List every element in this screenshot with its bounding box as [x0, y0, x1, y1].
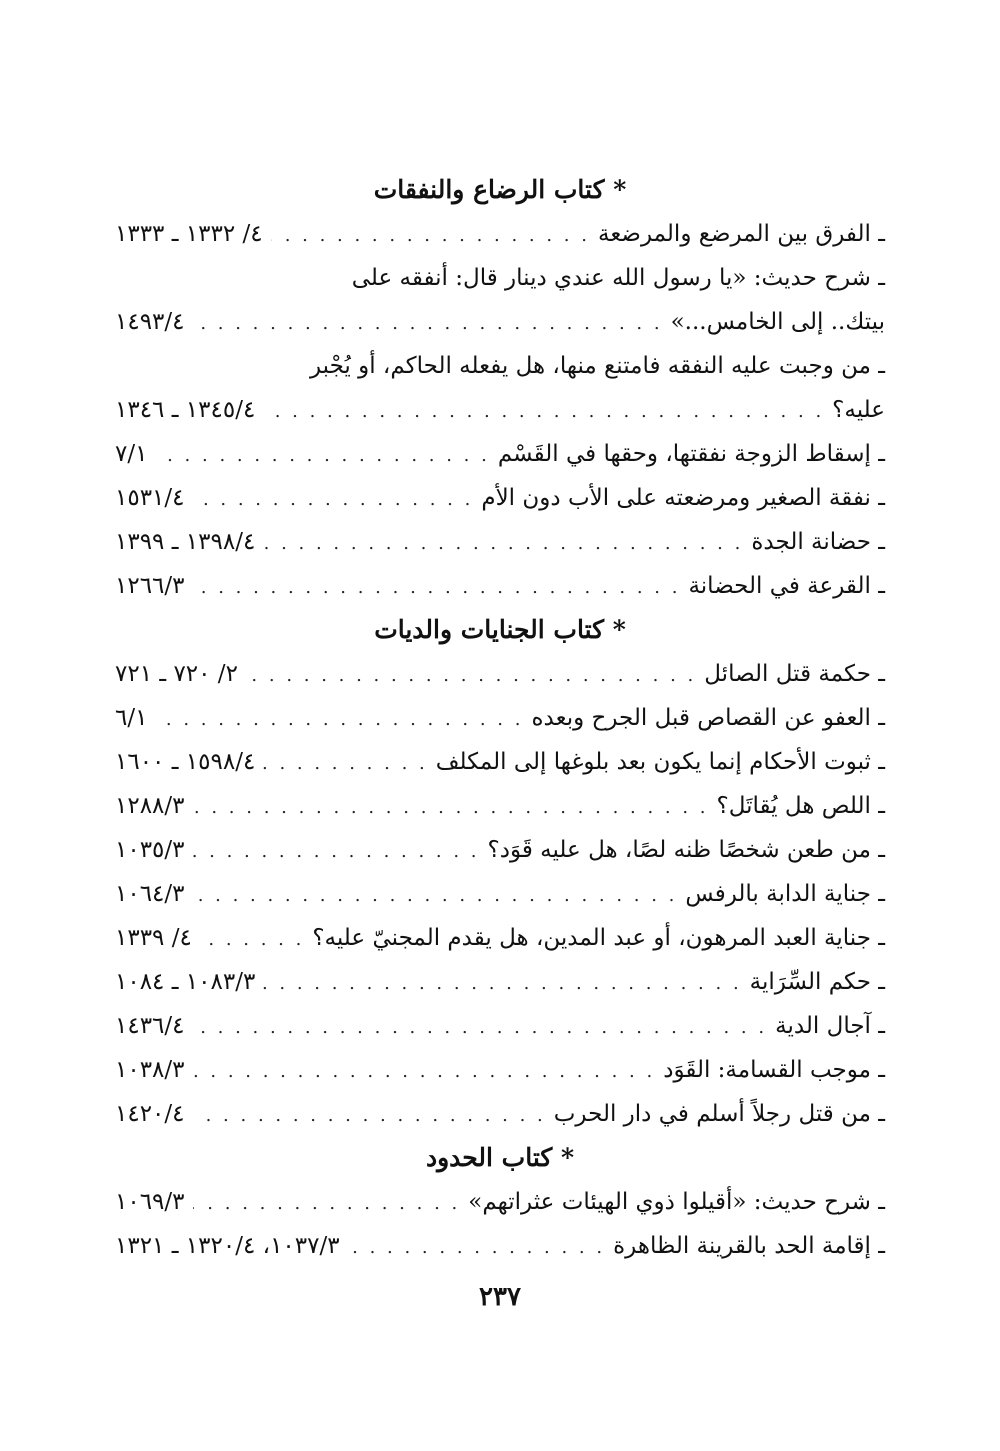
dot-leader: [271, 214, 590, 258]
dot-leader: [193, 786, 709, 830]
entry-reference: ١٠٦٩/٣: [115, 1189, 185, 1215]
entry-reference: ٤/ ١٣٣٢ ـ ١٣٣٣: [115, 221, 263, 247]
entry-title: ـ من طعن شخصًا ظنه لصًا، هل عليه قَوَد؟: [487, 837, 885, 863]
entry-first-line: ـ من وجبت عليه النفقه فامتنع منها، هل يفعله الحاكم، أو يُجْبر: [309, 353, 885, 379]
entry-first-line: ـ شرح حديث: «يا رسول الله عندي دينار قال: أنفقه على: [351, 265, 885, 291]
section-heading: * كتاب الحدود: [425, 1143, 575, 1172]
entry-title: ـ حكمة قتل الصائل: [704, 661, 885, 687]
entry-reference: ١٢٦٦/٣: [115, 573, 185, 599]
dot-leader: [246, 654, 696, 698]
entry-title: ـ إسقاط الزوجة نفقتها، وحقها في القَسْم: [497, 441, 885, 467]
index-entry: [115, 916, 885, 960]
entry-reference: ١٠٦٤/٣: [115, 881, 185, 907]
index-entry: [115, 1092, 885, 1136]
dot-leader: [263, 522, 743, 566]
entry-title: ـ نفقة الصغير ومرضعته على الأب دون الأم: [481, 485, 885, 511]
entry-title: ـ اللص هل يُقاتَل؟: [716, 793, 885, 819]
index-entry: [115, 212, 885, 256]
dot-leader: [193, 830, 480, 874]
entry-title: عليه؟: [832, 397, 885, 423]
dot-leader: [193, 1006, 768, 1050]
index-entry: [115, 1004, 885, 1048]
entry-reference: ١٣٩٨/٤ ـ ١٣٩٩: [115, 529, 256, 555]
entry-reference: ١٠٣٥/٣: [115, 837, 185, 863]
page-number: ٢٣٧: [479, 1282, 521, 1312]
entry-title: ـ شرح حديث: «أقيلوا ذوي الهيئات عثراتهم»: [468, 1189, 885, 1215]
entry-reference: ١٠٨٣/٣ ـ ١٠٨٤: [115, 969, 256, 995]
entry-reference: ١٠٣٧/٣، ١٣٢٠/٤ ـ ١٣٢١: [115, 1233, 340, 1259]
index-entry: [115, 1180, 885, 1224]
index-entry: [115, 740, 885, 784]
index-entry: [115, 1224, 885, 1268]
dot-leader: [200, 918, 304, 962]
entry-title: ـ إقامة الحد بالقرينة الظاهرة: [613, 1233, 885, 1259]
entry-title: بيتك.. إلى الخامس...»: [670, 309, 885, 335]
entry-title: ـ آجال الدية: [775, 1013, 885, 1039]
entry-reference: ١٤٩٣/٤: [115, 309, 185, 335]
entry-title: ـ جناية الدابة بالرفس: [685, 881, 885, 907]
entry-title: ـ حكم السِّرَاية: [749, 969, 885, 995]
dot-leader: [263, 962, 741, 1006]
dot-leader: [155, 434, 489, 478]
entry-title: ـ الفرق بين المرضع والمرضعة: [597, 221, 885, 247]
index-entry: [115, 696, 885, 740]
index-entry: [115, 1048, 885, 1092]
index-entry: [115, 872, 885, 916]
entry-reference: ١٥٣١/٤: [115, 485, 185, 511]
entry-reference: ٧/١: [115, 441, 148, 467]
index-entry: [115, 476, 885, 520]
dot-leader: [348, 1226, 606, 1270]
entry-reference: ١٣٤٥/٤ ـ ١٣٤٦: [115, 397, 256, 423]
entry-reference: ٢/ ٧٢٠ ـ ٧٢١: [115, 661, 238, 687]
entry-reference: ١٤٢٠/٤: [115, 1101, 185, 1127]
section-heading: * كتاب الجنايات والديات: [374, 615, 626, 644]
index-entry: [115, 828, 885, 872]
entry-title: ـ جناية العبد المرهون، أو عبد المدين، هل يقدم المجنيّ عليه؟: [312, 925, 885, 951]
dot-leader: [193, 478, 474, 522]
entry-reference: ١٠٣٨/٣: [115, 1057, 185, 1083]
index-entry: [115, 652, 885, 696]
entry-reference: ٦/١: [115, 705, 148, 731]
entry-reference: ١٢٨٨/٣: [115, 793, 185, 819]
index-entry: [115, 564, 885, 608]
index-entry: [115, 784, 885, 828]
dot-leader: [193, 874, 678, 918]
dot-leader: [155, 698, 523, 742]
index-entry: [115, 300, 885, 344]
dot-leader: [193, 566, 681, 610]
entry-title: ـ موجب القسامة: القَوَد: [663, 1057, 885, 1083]
entry-title: ـ العفو عن القصاص قبل الجرح وبعده: [531, 705, 885, 731]
entry-title: ـ ثبوت الأحكام إنما يكون بعد بلوغها إلى المكلف: [435, 749, 885, 775]
dot-leader: [193, 1182, 461, 1226]
dot-leader: [263, 742, 427, 786]
entry-reference: ١٥٩٨/٤ ـ ١٦٠٠: [115, 749, 256, 775]
entry-title: ـ القرعة في الحضانة: [688, 573, 885, 599]
entry-reference: ٤/ ١٣٣٩: [115, 925, 192, 951]
index-content: [115, 168, 885, 1268]
index-entry: [115, 388, 885, 432]
index-entry: [115, 520, 885, 564]
dot-leader: [193, 1050, 656, 1094]
section-heading: * كتاب الرضاع والنفقات: [373, 175, 627, 204]
dot-leader: [193, 1094, 546, 1138]
entry-title: ـ من قتل رجلاً أسلم في دار الحرب: [553, 1101, 885, 1127]
index-entry: [115, 432, 885, 476]
dot-leader: [193, 302, 663, 346]
dot-leader: [263, 390, 824, 434]
index-entry: [115, 960, 885, 1004]
entry-reference: ١٤٣٦/٤: [115, 1013, 185, 1039]
entry-title: ـ حضانة الجدة: [751, 529, 885, 555]
